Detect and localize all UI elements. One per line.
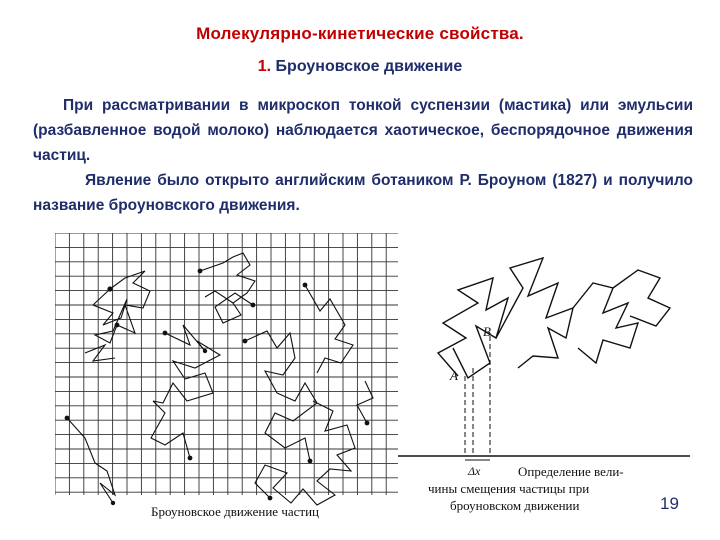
right-caption-line2: чины смещения частицы при — [428, 481, 590, 496]
right-caption-line3: броуновском движении — [450, 498, 580, 513]
left-figure-caption: Броуновское движение частиц — [151, 504, 319, 519]
page-number: 19 — [660, 494, 679, 513]
label-b: B — [483, 324, 491, 339]
brownian-grid-figure — [55, 233, 400, 523]
body-text — [33, 93, 693, 218]
displacement-figure — [398, 228, 690, 518]
paragraph-2: Явление было открыто английским ботаником Р. Броуном (1827) и получило название броуновского движения. — [33, 172, 693, 214]
slide-title: Молекулярно-кинетические свойства. — [196, 24, 524, 43]
subtitle-number: 1. — [257, 58, 272, 75]
right-caption-line1: Определение вели- — [518, 464, 624, 479]
label-a: A — [450, 368, 458, 383]
paragraph-1: При рассматривании в микроскоп тонкой суспензии (мастика) или эмульсии (разбавленное водой молоко) наблюдается хаотическое, беспорядочное движения частиц. — [33, 97, 693, 164]
subtitle-text: Броуновское движение — [271, 58, 463, 75]
label-dx: Δx — [468, 464, 481, 478]
slide-subtitle — [0, 58, 720, 76]
